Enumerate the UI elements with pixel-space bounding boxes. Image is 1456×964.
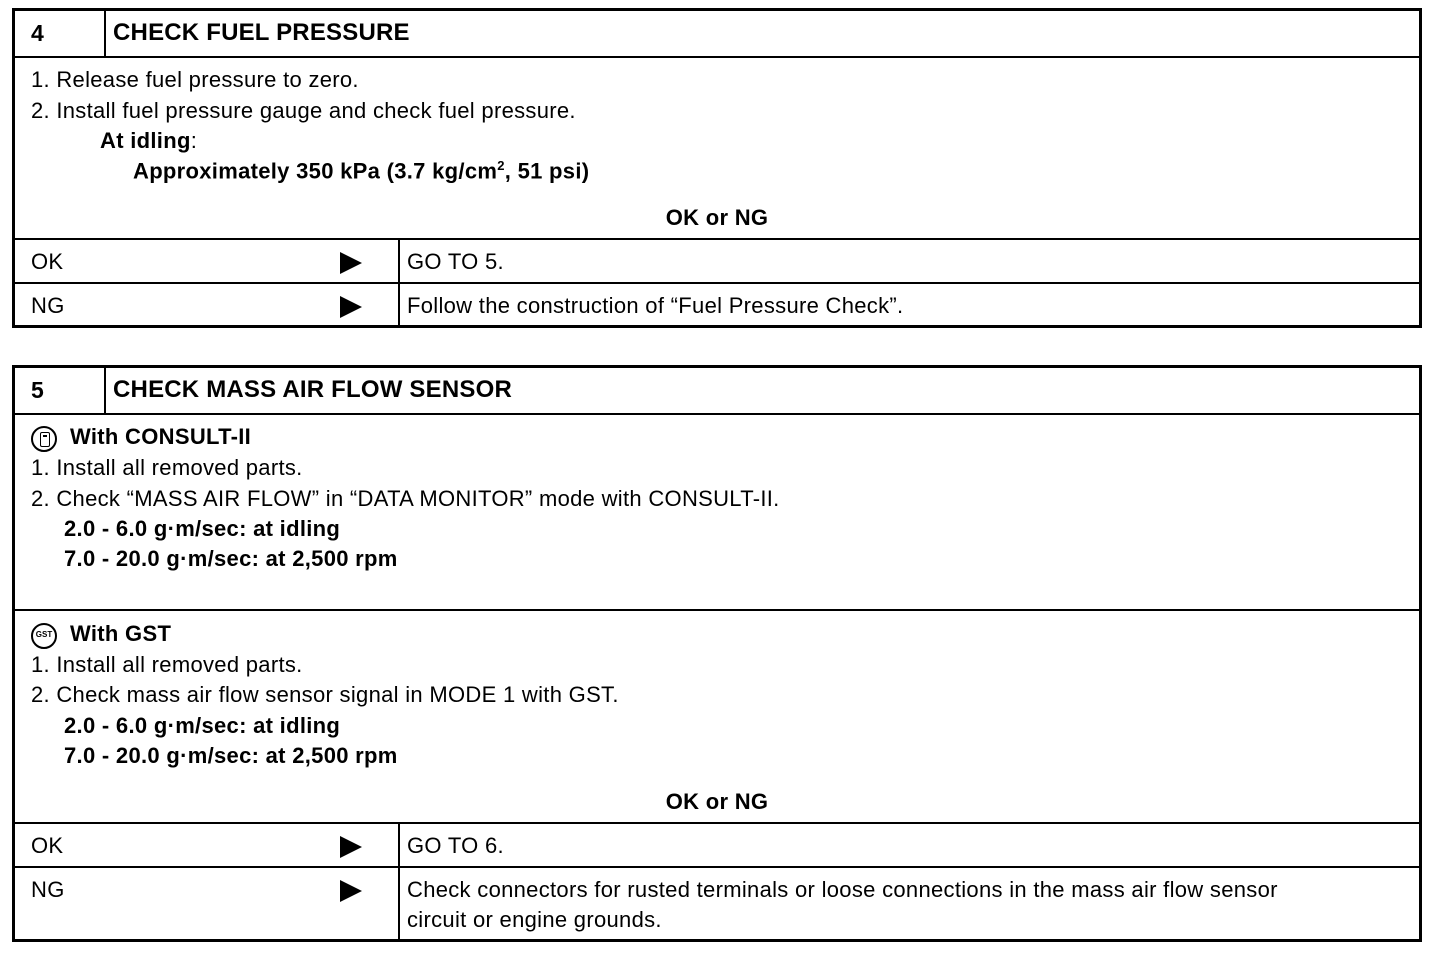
result-action-ng-line-2: circuit or engine grounds. [407,907,662,932]
divider [15,238,1419,240]
result-action-ng: Follow the construction of “Fuel Pressure Check”. [407,293,904,318]
result-status-ok: OK [31,249,64,274]
condition-label: At idling: [100,128,198,153]
result-action-ng-line-1: Check connectors for rusted terminals or loose connections in the mass air flow sensor [407,877,1278,902]
consult-heading: With CONSULT-II [70,424,252,449]
result-status-ok: OK [31,833,64,858]
result-column-divider [398,822,400,939]
result-status-ng: NG [31,293,65,318]
header-divider [104,368,106,413]
step-title: CHECK FUEL PRESSURE [113,19,410,46]
ok-or-ng-label: OK or NG [665,789,769,814]
gst-spec-1: 2.0 - 6.0 g·m/sec: at idling [64,713,341,738]
step-4-header [15,11,1419,58]
gst-line-1: 1. Install all removed parts. [31,652,303,677]
result-status-ng: NG [31,877,65,902]
step-5-block [12,365,1422,942]
step-number: 4 [31,20,44,46]
gst-spec-2: 7.0 - 20.0 g·m/sec: at 2,500 rpm [64,743,398,768]
instruction-line-2: 2. Install fuel pressure gauge and check fuel pressure. [31,98,576,123]
gst-icon: GST [31,623,57,649]
result-action-ok: GO TO 6. [407,833,504,858]
consult-spec-1: 2.0 - 6.0 g·m/sec: at idling [64,516,341,541]
gst-line-2: 2. Check mass air flow sensor signal in MODE 1 with GST. [31,682,619,707]
gst-heading: With GST [70,621,172,646]
divider [15,282,1419,284]
divider [15,866,1419,868]
consult-icon [31,426,57,452]
step-4-block [12,8,1422,328]
divider [15,822,1419,824]
result-action-ok: GO TO 5. [407,249,504,274]
result-column-divider [398,238,400,325]
consult-line-1: 1. Install all removed parts. [31,455,303,480]
instruction-line-1: 1. Release fuel pressure to zero. [31,67,359,92]
arrow-icon [340,836,362,858]
arrow-icon [340,296,362,318]
consult-line-2: 2. Check “MASS AIR FLOW” in “DATA MONITOR” mode with CONSULT-II. [31,486,780,511]
step-5-header [15,368,1419,415]
step-title: CHECK MASS AIR FLOW SENSOR [113,376,512,403]
pressure-spec: Approximately 350 kPa (3.7 $kg/cm^2$, 51 psi) [133,158,590,184]
consult-spec-2: 7.0 - 20.0 g·m/sec: at 2,500 rpm [64,546,398,571]
step-number: 5 [31,377,44,403]
arrow-icon [340,252,362,274]
ok-or-ng-label: OK or NG [665,205,769,230]
section-divider [15,609,1419,611]
header-divider [104,11,106,56]
arrow-icon [340,880,362,902]
